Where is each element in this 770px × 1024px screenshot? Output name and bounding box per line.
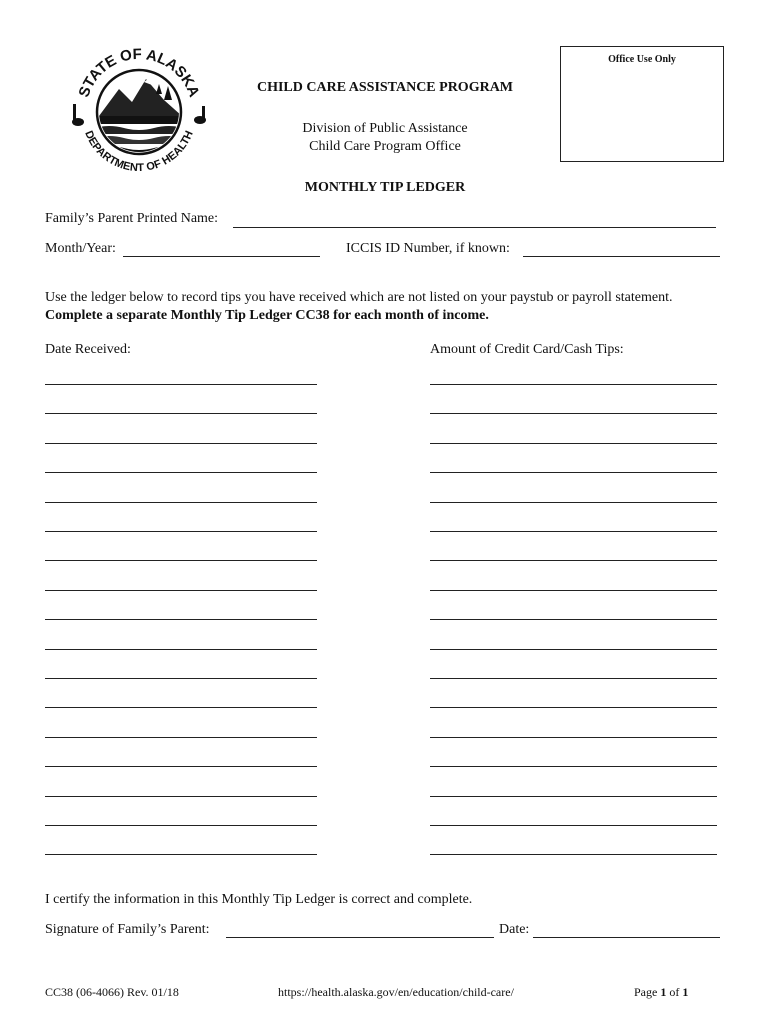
- division-name: Division of Public Assistance: [302, 121, 468, 136]
- date-received-entry[interactable]: [45, 825, 317, 826]
- tip-amount-entry[interactable]: [430, 678, 717, 679]
- tip-amount-entry[interactable]: [430, 384, 717, 385]
- tip-amount-entry[interactable]: [430, 619, 717, 620]
- seal-bottom-text: DEPARTMENT OF HEALTH: [82, 129, 196, 175]
- signature-date-label: Date:: [499, 922, 530, 937]
- tip-amount-entry[interactable]: [430, 707, 717, 708]
- office-name: Child Care Program Office: [309, 139, 461, 154]
- office-use-box: [560, 46, 724, 162]
- division-block: [225, 120, 545, 156]
- tip-amount-entry[interactable]: [430, 766, 717, 767]
- signature-field[interactable]: [226, 937, 494, 938]
- date-received-entry[interactable]: [45, 796, 317, 797]
- form-number: CC38 (06-4066) Rev. 01/18: [45, 985, 179, 999]
- date-received-entry[interactable]: [45, 472, 317, 473]
- parent-name-label: Family’s Parent Printed Name:: [45, 211, 219, 226]
- page-of: of: [669, 985, 680, 999]
- tip-amount-entry[interactable]: [430, 413, 717, 414]
- date-received-entry[interactable]: [45, 707, 317, 708]
- tip-amount-entry[interactable]: [430, 443, 717, 444]
- page-total: 1: [682, 985, 689, 999]
- date-received-entry[interactable]: [45, 590, 317, 591]
- date-received-entry[interactable]: [45, 502, 317, 503]
- instructions: [45, 289, 735, 325]
- date-received-entry[interactable]: [45, 854, 317, 855]
- seal-top-text: STATE OF ALASKA: [75, 45, 203, 100]
- tip-amount-entry[interactable]: [430, 560, 717, 561]
- signature-label: Signature of Family’s Parent:: [45, 922, 210, 937]
- instruction-line: Use the ledger below to record tips you have received which are not listed on your paystub or payroll statement.: [45, 290, 673, 305]
- signature-date-field[interactable]: [533, 937, 720, 938]
- office-use-label: Office Use Only: [608, 54, 676, 65]
- tip-amount-entry[interactable]: [430, 531, 717, 532]
- date-received-entry[interactable]: [45, 619, 317, 620]
- state-seal: [64, 34, 214, 184]
- month-year-label: Month/Year:: [45, 241, 116, 256]
- amount-tips-label: Amount of Credit Card/Cash Tips:: [430, 342, 624, 357]
- tip-amount-entry[interactable]: [430, 796, 717, 797]
- date-received-entry[interactable]: [45, 649, 317, 650]
- tip-amount-entry[interactable]: [430, 502, 717, 503]
- date-received-label: Date Received:: [45, 342, 131, 357]
- tip-amount-entry[interactable]: [430, 825, 717, 826]
- page-current: 1: [660, 985, 667, 999]
- parent-name-field[interactable]: [233, 227, 716, 228]
- tip-amount-entry[interactable]: [430, 737, 717, 738]
- page-number: [634, 985, 688, 1000]
- date-received-entry[interactable]: [45, 384, 317, 385]
- date-received-entry[interactable]: [45, 737, 317, 738]
- iccis-label: ICCIS ID Number, if known:: [346, 241, 510, 256]
- date-received-entry[interactable]: [45, 560, 317, 561]
- program-title: CHILD CARE ASSISTANCE PROGRAM: [256, 80, 514, 95]
- date-received-entry[interactable]: [45, 766, 317, 767]
- tip-amount-entry[interactable]: [430, 590, 717, 591]
- date-received-entry[interactable]: [45, 443, 317, 444]
- instruction-bold-line: Complete a separate Monthly Tip Ledger CC38 for each month of income.: [45, 308, 489, 323]
- date-received-entry[interactable]: [45, 678, 317, 679]
- form-title: MONTHLY TIP LEDGER: [304, 180, 466, 195]
- iccis-field[interactable]: [523, 256, 720, 257]
- date-received-entry[interactable]: [45, 531, 317, 532]
- certification-statement: I certify the information in this Monthly Tip Ledger is correct and complete.: [45, 892, 473, 907]
- page-prefix: Page: [634, 985, 658, 999]
- date-received-entry[interactable]: [45, 413, 317, 414]
- tip-amount-entry[interactable]: [430, 472, 717, 473]
- footer-url: https://health.alaska.gov/en/education/child-care/: [278, 985, 514, 999]
- tip-amount-entry[interactable]: [430, 854, 717, 855]
- tip-amount-entry[interactable]: [430, 649, 717, 650]
- month-year-field[interactable]: [123, 256, 320, 257]
